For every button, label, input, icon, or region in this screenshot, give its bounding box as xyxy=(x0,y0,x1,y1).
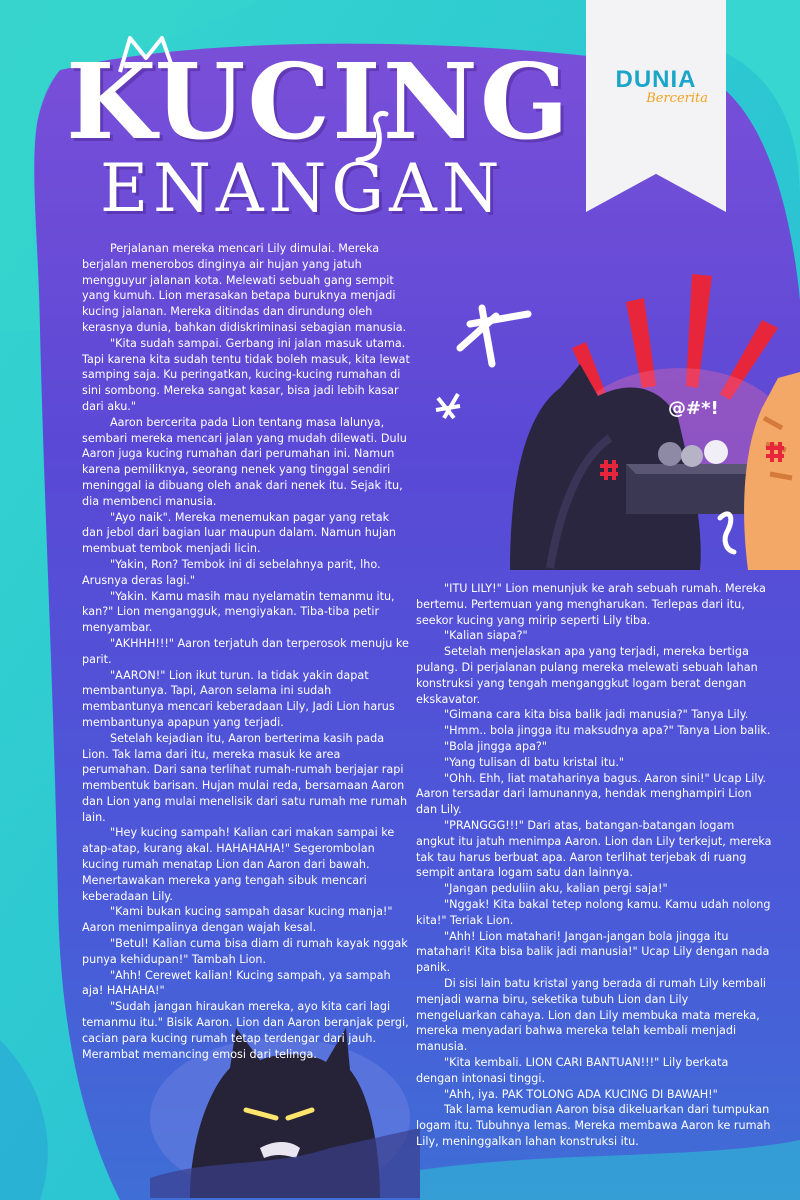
logo-text: DUNIA xyxy=(615,66,697,93)
story-paragraph: Di sisi lain batu kristal yang berada di rumah Lily kembali menjadi warna biru, seketika tubuh Lion dan Lily mengeluarkan cahaya. Lion dan Lily membuka mata mereka, mereka menyadari bahwa mereka telah kembali menjadi manusia. xyxy=(416,976,767,1054)
story-paragraph: "Ahh! Cerewet kalian! Kucing sampah, ya sampah aja! HAHAHA!" xyxy=(82,968,391,998)
story-paragraph: "AKHHH!!!" Aaron terjatuh dan terperosok menuju ke parit. xyxy=(82,636,409,666)
story-paragraph: "Yakin, Ron? Tembok ini di sebelahnya parit, lho. Arusnya deras lagi." xyxy=(82,557,381,587)
story-paragraph: "Hmm.. bola jingga itu maksudnya apa?" Tanya Lion balik. xyxy=(444,724,771,738)
anger-mark-icon xyxy=(436,394,460,418)
title-line-2: ENANGAN xyxy=(100,150,505,227)
story-paragraph: "Kami bukan kucing sampah dasar kucing manja!" Aaron menimpalinya dengan wajah kesal. xyxy=(82,905,393,935)
story-paragraph: "AARON!" Lion ikut turun. Ia tidak yakin dapat membantunya. Tapi, Aaron selama ini sudah membantunya mencari keberadaan Lily, Jadi Lion harus membantunya apapun yang terjadi. xyxy=(82,668,395,729)
story-paragraph: "Kalian siapa?" xyxy=(444,629,528,643)
cat-ear-icon xyxy=(116,34,186,74)
story-paragraph: "ITU LILY!" Lion menunjuk ke arah sebuah rumah. Mereka bertemu. Pertemuan yang mengharukan. Terlepas dari itu, seekor kucing yang mirip seperti Lily tiba. xyxy=(416,582,766,627)
speech-text: @#*! xyxy=(668,398,719,419)
story-paragraph: "Kita sudah sampai. Gerbang ini jalan masuk utama. Tapi karena kita sudah tentu tidak boleh masuk, kita lewat samping saja. Ku peringatkan, kucing-kucing rumahan di sini sombong. Mereka sangat kasar, bisa jadi lebih kasar dari aku." xyxy=(82,336,410,413)
story-paragraph: "Gimana cara kita bisa balik jadi manusia?" Tanya Lily. xyxy=(444,708,749,722)
illustration-angry-cats xyxy=(430,268,800,570)
story-paragraph: "Sudah jangan hiraukan mereka, ayo kita cari lagi temanmu itu." Bisik Aaron. Lion dan Aaron beranjak pergi, cacian para kucing rumah tetap terdengar dari jauh. Merambat memancing emosi dari telinga. xyxy=(82,1000,409,1061)
story-paragraph: "PRANGGG!!!" Dari atas, batangan-batangan logam angkut itu jatuh menimpa Aaron. Lion dan Lily terkejut, mereka tak tau harus berbuat apa. Aaron terlihat terjebak di ruang sempit antara logam satu dan lainnya. xyxy=(416,818,772,880)
story-paragraph: "Yakin. Kamu masih mau nyelamatin temanmu itu, kan?" Lion mengangguk, mengiyakan. Tiba-tiba petir menyambar. xyxy=(82,589,395,635)
story-column-right xyxy=(416,581,772,1150)
story-paragraph: "Hey kucing sampah! Kalian cari makan sampai ke atap-atap, kurang akal. HAHAHAHA!" Segerombolan kucing rumah menatap Lion dan Aaron dari bawah. Menertawakan mereka yang tengah sibuk mencari keberadaan Lily. xyxy=(82,826,395,903)
cat-tail-icon xyxy=(352,108,392,168)
story-paragraph: Aaron bercerita pada Lion tentang masa lalunya, sembari mereka mencari jalan yang mudah dilewati. Dulu Aaron juga kucing rumahan dari perumahan ini. Namun karena pemiliknya, seorang nenek yang tinggal sendiri meninggal ia dibuang oleh anak dari nenek itu. Sejak itu, dia membenci manusia. xyxy=(82,415,407,508)
story-paragraph: "Jangan peduliin aku, kalian pergi saja!" xyxy=(444,882,668,896)
story-paragraph: "Yang tulisan di batu kristal itu." xyxy=(444,755,625,769)
story-paragraph: "Ahh, iya. PAK TOLONG ADA KUCING DI BAWAH!" xyxy=(444,1087,718,1101)
story-paragraph: "Kita kembali. LION CARI BANTUAN!!!" Lily berkata dengan intonasi tinggi. xyxy=(416,1055,729,1085)
story-paragraph: Setelah kejadian itu, Aaron berterima kasih pada Lion. Tak lama dari itu, mereka masuk ke area perumahan. Dari sana terlihat rumah-rumah berjajar rapi membentuk barisan. Hujan mulai reda, bersamaan Aaron dan Lion yang mulai menelisik dari satu rumah me rumah lain. xyxy=(82,731,408,824)
logo-subtext: Bercerita xyxy=(646,91,708,106)
story-column-left xyxy=(82,241,410,1062)
story-paragraph: "Nggak! Kita bakal tetep nolong kamu. Kamu udah nolong kita!" Teriak Lion. xyxy=(416,897,771,927)
story-paragraph: Setelah menjelaskan apa yang terjadi, mereka bertiga pulang. Di perjalanan pulang mereka melewati sebuah lahan konstruksi yang tengah menganggkut logam berat dengan ekskavator. xyxy=(416,645,758,706)
story-paragraph: Perjalanan mereka mencari Lily dimulai. Mereka berjalan menerobos dinginya air hujan yang jatuh mengguyur jalanan kota. Melewati sebuah gang sempit yang kumuh. Lion merasakan betapa buruknya menjadi kucing jalanan. Mereka ditindas dan dirundung oleh kerasnya dunia, bahkan didiskriminasi sebagian manusia. xyxy=(82,242,407,334)
story-paragraph: "Ahh! Lion matahari! Jangan-jangan bola jingga itu matahari! Kita bisa balik jadi manusia!" Ucap Lily dengan nada panik. xyxy=(416,929,770,975)
story-paragraph: "Betul! Kalian cuma bisa diam di rumah kayak nggak punya kehidupan!" Tambah Lion. xyxy=(82,937,408,966)
title-line-1: KUCING xyxy=(66,40,571,163)
story-paragraph: "Ayo naik". Mereka menemukan pagar yang retak dan jebol dari bagian luar maupun dalam. Namun hujan membuat tembok menjadi licin. xyxy=(82,510,397,556)
story-paragraph: Tak lama kemudian Aaron bisa dikeluarkan dari tumpukan logam itu. Tubuhnya lemas. Mereka membawa Aaron ke rumah Lily, meninggalkan lahan konstruksi itu. xyxy=(416,1103,771,1148)
story-paragraph: "Ohh. Ehh, liat mataharinya bagus. Aaron sini!" Ucap Lily. Aaron tersadar dari lamunannya, hendak menghampiri Lion dan Lily. xyxy=(416,771,767,817)
story-paragraph: "Bola jingga apa?" xyxy=(444,739,548,753)
cross-mark-icon xyxy=(460,308,528,364)
